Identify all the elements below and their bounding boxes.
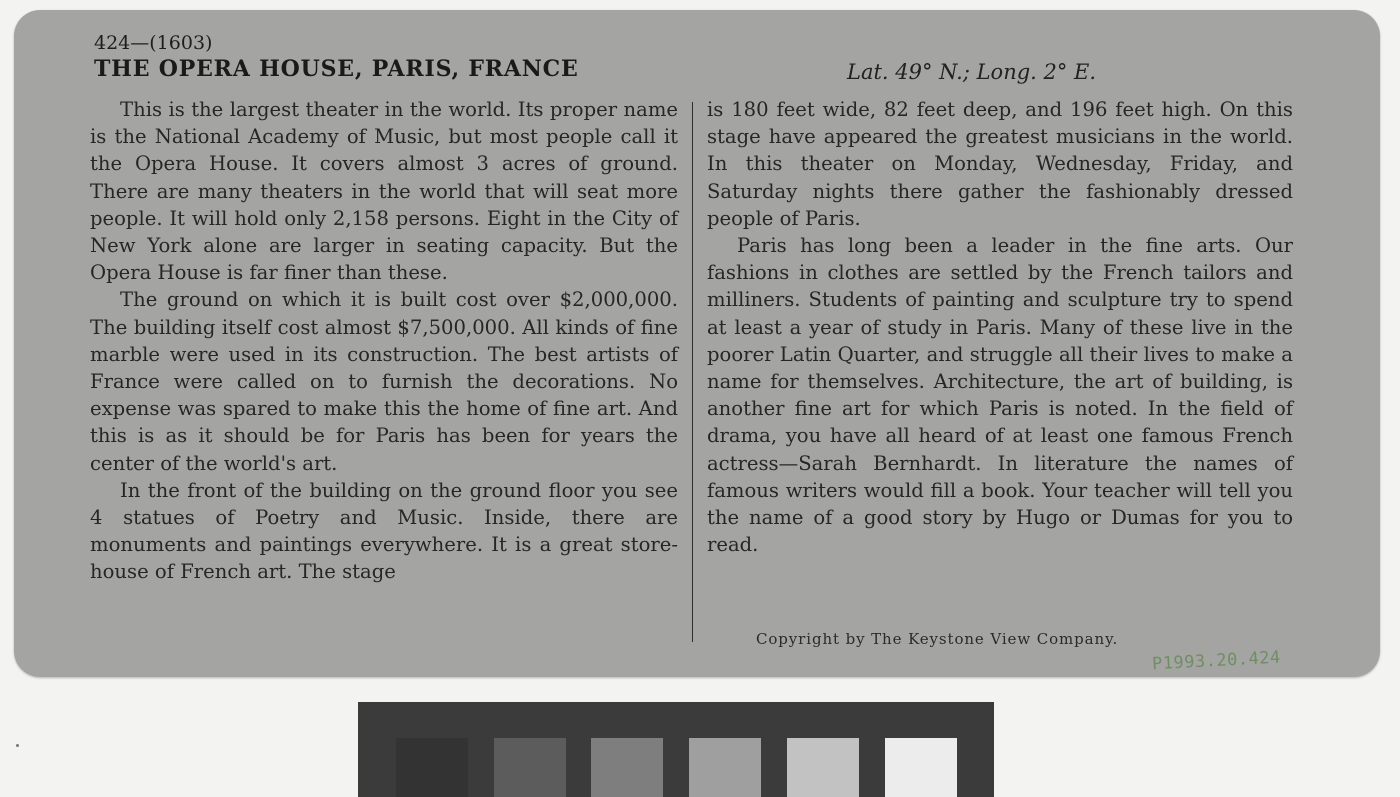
paragraph: The ground on which it is built cost over $2,000,000. The building itself cost almost $7,500,000. All kinds of fine marble were used in its construction. The best artists of France were called on to furnish the decorations. No expense was spared to make this the home of fine art. And this is as it should be for Paris has been for years the center of the world's art.: [90, 288, 678, 475]
card-number: 424—(1603): [94, 32, 213, 54]
gray-patch: [591, 738, 663, 797]
accession-number: P1993.20.424: [1151, 647, 1282, 675]
paragraph: is 180 feet wide, 82 feet deep, and 196 feet high. On this stage have appeared the greatest musicians in the world. In this theater on Monday, Wednesday, Friday, and Saturday nights there gather the fashionably dressed people of Paris.: [707, 98, 1293, 230]
gray-patch: [689, 738, 761, 797]
paragraph: In the front of the building on the ground floor you see 4 statues of Poetry and Music. Inside, there are monuments and paintings everywhere. It is a great store-house of French art. The stage: [90, 478, 678, 584]
gray-patch: [787, 738, 859, 797]
right-column-text: [707, 96, 1293, 558]
copyright-line: Copyright by The Keystone View Company.: [756, 630, 1119, 648]
gray-patch: [396, 738, 468, 797]
column-divider: [692, 102, 693, 642]
gray-patch: [885, 738, 957, 797]
left-column-text: [90, 96, 678, 586]
latitude-longitude: Lat. 49° N.; Long. 2° E.: [847, 60, 1097, 84]
paragraph: Paris has long been a leader in the fine arts. Our fashions in clothes are settled by the French tailors and milliners. Students of painting and sculpture try to spend at least a year of study in Paris. Many of these live in the poorer Latin Quarter, and struggle all their lives to make a name for themselves. Architecture, the art of building, is another fine art for which Paris is noted. In the field of drama, you have all heard of at least one famous French actress—Sarah Bernhardt. In literature the names of famous writers would fill a book. Your teacher will tell you the name of a good story by Hugo or Dumas for you to read.: [707, 234, 1293, 557]
gray-scale-target: [358, 702, 994, 797]
card-title: THE OPERA HOUSE, PARIS, FRANCE: [94, 56, 579, 82]
gray-patch: [494, 738, 566, 797]
paragraph: This is the largest theater in the world. Its proper name is the National Academy of Music, but most people call it the Opera House. It covers almost 3 acres of ground. There are many theaters in the world that will seat more people. It will hold only 2,158 persons. Eight in the City of New York alone are larger in seating capacity. But the Opera House is far finer than these.: [90, 98, 678, 285]
speck: [16, 744, 19, 747]
stereograph-card-back: [14, 10, 1380, 677]
